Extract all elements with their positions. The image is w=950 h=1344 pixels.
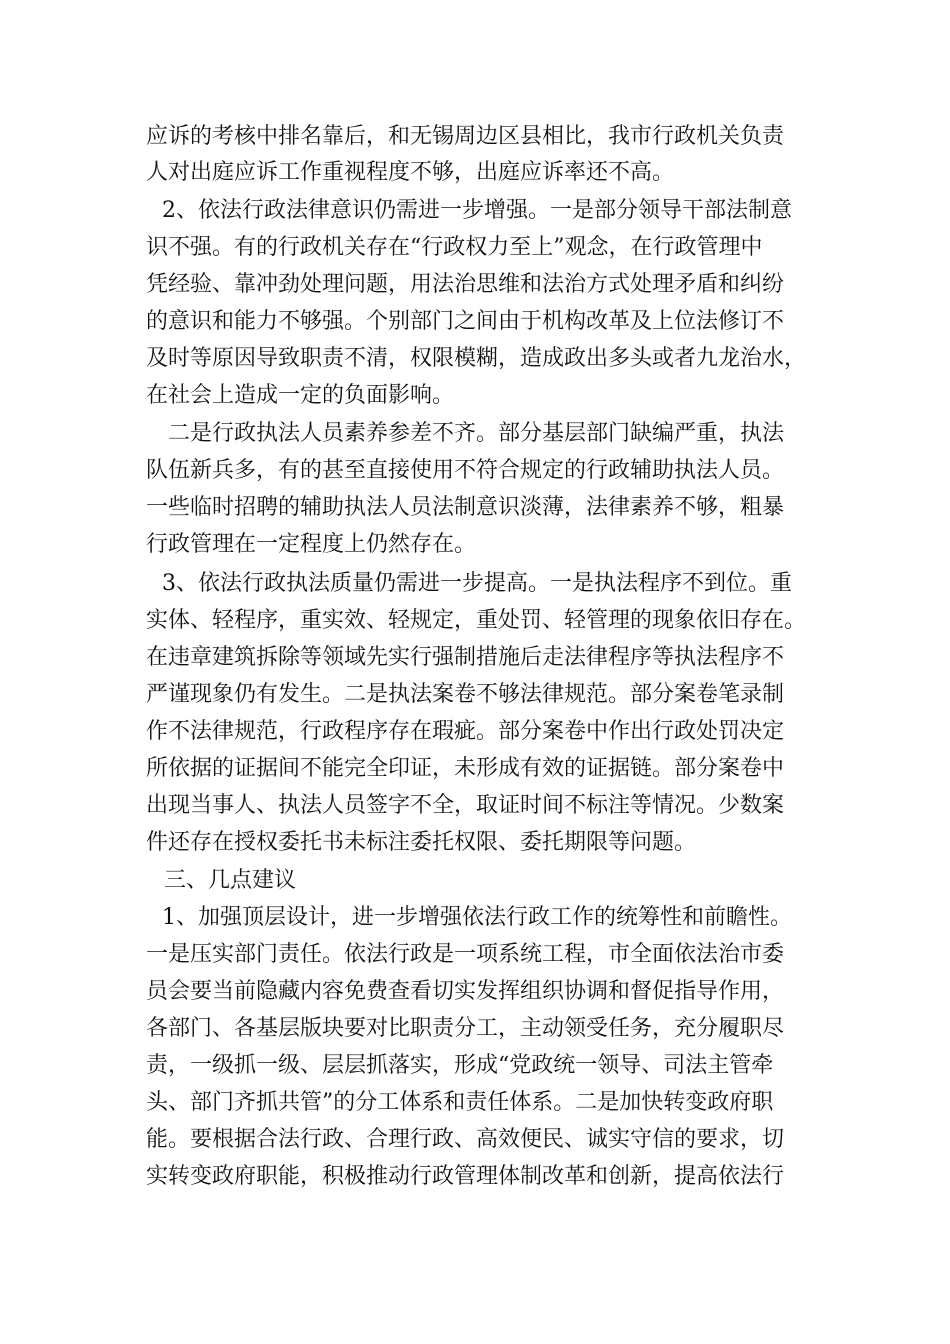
text-line: 3、依法行政执法质量仍需进一步提高。一是执法程序不到位。重 xyxy=(162,571,792,596)
text-line: 的意识和能力不够强。个别部门之间由于机构改革及上位法修订不 xyxy=(146,309,785,334)
text-line: 责，一级抓一级、层层抓落实，形成“党政统一领导、司法主管牵 xyxy=(146,1053,774,1078)
section-heading: 三、几点建议 xyxy=(164,868,297,893)
text-line: 2、依法行政法律意识仍需进一步增强。一是部分领导干部法制意 xyxy=(162,198,792,223)
text-line: 凭经验、靠冲劲处理问题，用法治思维和法治方式处理矛盾和纠纷 xyxy=(146,272,785,297)
text-line: 作不法律规范，行政程序存在瑕疵。部分案卷中作出行政处罚决定 xyxy=(146,719,785,744)
text-line: 队伍新兵多，有的甚至直接使用不符合规定的行政辅助执法人员。 xyxy=(146,458,785,483)
text-line: 严谨现象仍有发生。二是执法案卷不够法律规范。部分案卷笔录制 xyxy=(146,682,785,707)
text-line: 各部门、各基层版块要对比职责分工，主动领受任务，充分履职尽 xyxy=(146,1016,785,1041)
text-line: 件还存在授权委托书未标注委托权限、委托期限等问题。 xyxy=(146,830,697,855)
text-line: 在社会上造成一定的负面影响。 xyxy=(146,383,455,408)
text-line: 应诉的考核中排名靠后，和无锡周边区县相比，我市行政机关负责 xyxy=(146,124,785,149)
text-line: 能。要根据合法行政、合理行政、高效便民、诚实守信的要求，切 xyxy=(146,1127,785,1152)
text-line: 员会要当前隐藏内容免费查看切实发挥组织协调和督促指导作用， xyxy=(146,979,785,1004)
text-line: 在违章建筑拆除等领域先实行强制措施后走法律程序等执法程序不 xyxy=(146,645,785,670)
text-line: 一些临时招聘的辅助执法人员法制意识淡薄，法律素养不够，粗暴 xyxy=(146,495,785,520)
text-line: 1、加强顶层设计，进一步增强依法行政工作的统筹性和前瞻性。 xyxy=(162,905,792,930)
text-line: 出现当事人、执法人员签字不全，取证时间不标注等情况。少数案 xyxy=(146,793,785,818)
text-line: 人对出庭应诉工作重视程度不够，出庭应诉率还不高。 xyxy=(146,160,675,185)
text-line: 行政管理在一定程度上仍然存在。 xyxy=(146,532,477,557)
text-line: 实体、轻程序，重实效、轻规定，重处罚、轻管理的现象依旧存在。 xyxy=(146,608,807,633)
text-line: 头、部门齐抓共管”的分工体系和责任体系。二是加快转变政府职 xyxy=(146,1090,774,1115)
text-line: 二是行政执法人员素养参差不齐。部分基层部门缺编严重，执法 xyxy=(168,421,785,446)
text-line: 所依据的证据间不能完全印证，未形成有效的证据链。部分案卷中 xyxy=(146,756,785,781)
text-line: 一是压实部门责任。依法行政是一项系统工程，市全面依法治市委 xyxy=(146,942,785,967)
text-line: 实转变政府职能，积极推动行政管理体制改革和创新，提高依法行 xyxy=(146,1164,785,1189)
text-line: 及时等原因导致职责不清，权限模糊，造成政出多头或者九龙治水， xyxy=(146,346,807,371)
text-line: 识不强。有的行政机关存在“行政权力至上”观念，在行政管理中 xyxy=(146,235,763,260)
